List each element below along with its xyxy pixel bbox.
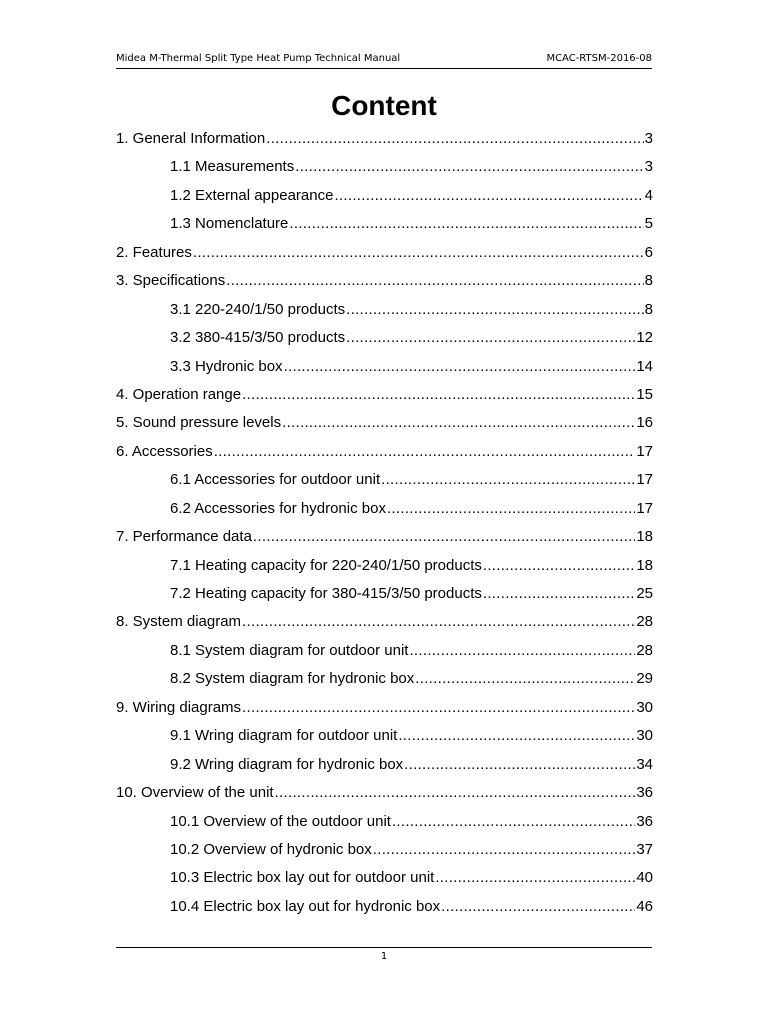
toc-entry-label: 1.3 Nomenclature (170, 215, 289, 233)
toc-entry-page-number: 3 (644, 130, 653, 147)
toc-dot-leader (284, 356, 636, 378)
toc-entry-page-number: 18 (636, 556, 653, 574)
toc-dot-leader (398, 725, 635, 747)
toc-entry-page-number: 28 (636, 613, 653, 631)
toc-entry[interactable] (116, 299, 653, 327)
toc-dot-leader (483, 555, 635, 577)
toc-entry-label: 8.1 System diagram for outdoor unit (170, 641, 409, 659)
toc-entry-label: 10.2 Overview of hydronic box (170, 840, 372, 858)
toc-entry-page-number: 34 (636, 755, 653, 773)
toc-entry[interactable] (116, 697, 653, 725)
toc-entry[interactable] (116, 811, 653, 839)
page-title: Content (331, 90, 437, 121)
toc-entry-label: 5. Sound pressure levels (116, 414, 282, 432)
toc-entry[interactable] (116, 782, 653, 810)
toc-entry-page-number: 4 (644, 186, 653, 204)
toc-dot-leader (242, 611, 635, 633)
toc-dot-leader (409, 640, 635, 662)
toc-entry-label: 6. Accessories (116, 442, 213, 460)
table-of-contents (116, 128, 653, 924)
toc-entry-label: 2. Features (116, 243, 192, 261)
toc-entry-label: 1. General Information (116, 130, 266, 147)
toc-entry-page-number: 16 (636, 414, 653, 432)
toc-entry-page-number: 36 (636, 812, 653, 830)
toc-dot-leader (373, 839, 636, 861)
toc-entry-label: 8.2 System diagram for hydronic box (170, 670, 415, 688)
toc-entry-page-number: 18 (636, 528, 653, 546)
toc-dot-leader (346, 327, 635, 349)
toc-entry[interactable] (116, 327, 653, 355)
toc-entry-label: 7.2 Heating capacity for 380-415/3/50 products (170, 585, 482, 602)
toc-entry[interactable] (116, 583, 653, 611)
toc-entry[interactable] (116, 156, 653, 184)
toc-entry-page-number: 36 (636, 784, 653, 802)
toc-entry[interactable] (116, 242, 653, 270)
toc-entry[interactable] (116, 611, 653, 639)
toc-dot-leader (266, 128, 643, 150)
toc-entry[interactable] (116, 412, 653, 440)
toc-entry-label: 10.4 Electric box lay out for hydronic box (170, 897, 441, 915)
toc-entry-page-number: 12 (636, 329, 653, 347)
toc-dot-leader (435, 867, 635, 889)
toc-entry-page-number: 6 (644, 243, 653, 261)
toc-dot-leader (289, 213, 643, 235)
toc-entry-label: 10.1 Overview of the outdoor unit (170, 812, 391, 830)
toc-dot-leader (242, 697, 635, 719)
toc-entry[interactable] (116, 213, 653, 241)
toc-entry-label: 3.2 380-415/3/50 products (170, 329, 346, 347)
toc-dot-leader (483, 583, 635, 605)
toc-entry-page-number: 8 (644, 300, 653, 318)
header-divider (116, 68, 652, 69)
toc-dot-leader (387, 498, 635, 520)
toc-entry-page-number: 37 (636, 840, 653, 858)
toc-entry[interactable] (116, 754, 653, 782)
toc-entry-label: 3.1 220-240/1/50 products (170, 300, 346, 318)
toc-entry[interactable] (116, 896, 653, 924)
toc-entry-page-number: 3 (644, 158, 653, 176)
toc-entry-page-number: 8 (644, 272, 653, 290)
toc-entry-page-number: 17 (636, 499, 653, 517)
toc-dot-leader (381, 469, 635, 491)
toc-entry[interactable] (116, 526, 653, 554)
toc-dot-leader (226, 270, 643, 292)
toc-entry-page-number: 17 (636, 471, 653, 489)
toc-entry-label: 9.1 Wring diagram for outdoor unit (170, 727, 398, 745)
toc-dot-leader (295, 156, 643, 178)
toc-entry[interactable] (116, 498, 653, 526)
toc-dot-leader (346, 299, 644, 321)
toc-entry[interactable] (116, 867, 653, 895)
toc-entry[interactable] (116, 640, 653, 668)
toc-dot-leader (193, 242, 644, 264)
toc-entry[interactable] (116, 185, 653, 213)
page-header (116, 52, 652, 66)
toc-entry[interactable] (116, 128, 653, 156)
footer-page-number: 1 (380, 951, 388, 962)
toc-dot-leader (415, 668, 635, 690)
toc-entry-label: 3. Specifications (116, 272, 226, 290)
toc-entry-page-number: 30 (636, 727, 653, 745)
toc-dot-leader (214, 441, 636, 463)
toc-entry-label: 8. System diagram (116, 613, 242, 631)
toc-entry-label: 6.2 Accessories for hydronic box (170, 499, 386, 517)
toc-entry-label: 10.3 Electric box lay out for outdoor unit (170, 869, 435, 887)
toc-entry[interactable] (116, 384, 653, 412)
toc-dot-leader (275, 782, 636, 804)
toc-entry[interactable] (116, 555, 653, 583)
toc-entry-page-number: 29 (636, 670, 653, 688)
toc-entry-label: 10. Overview of the unit (116, 784, 274, 802)
toc-entry-page-number: 30 (636, 698, 653, 716)
toc-entry[interactable] (116, 839, 653, 867)
toc-dot-leader (242, 384, 635, 406)
toc-dot-leader (282, 412, 635, 434)
toc-entry[interactable] (116, 469, 653, 497)
toc-dot-leader (334, 185, 643, 207)
footer-divider (116, 947, 652, 948)
toc-dot-leader (404, 754, 635, 776)
toc-dot-leader (392, 811, 635, 833)
toc-entry[interactable] (116, 356, 653, 384)
toc-entry-label: 7. Performance data (116, 528, 252, 546)
toc-entry-label: 1.1 Measurements (170, 158, 295, 176)
toc-entry[interactable] (116, 441, 653, 469)
toc-entry-page-number: 14 (636, 357, 653, 375)
toc-dot-leader (441, 896, 635, 918)
toc-entry[interactable] (116, 725, 653, 753)
toc-entry-label: 4. Operation range (116, 385, 242, 403)
toc-dot-leader (253, 526, 635, 548)
toc-entry-label: 3.3 Hydronic box (170, 357, 283, 375)
toc-entry-label: 9. Wiring diagrams (116, 698, 242, 716)
toc-entry-page-number: 46 (636, 897, 653, 915)
header-manual-title: Midea M-Thermal Split Type Heat Pump Technical Manual (116, 53, 401, 64)
toc-entry-page-number: 17 (636, 442, 653, 460)
toc-entry-label: 6.1 Accessories for outdoor unit (170, 471, 381, 489)
toc-entry[interactable] (116, 270, 653, 298)
toc-entry-page-number: 25 (636, 585, 653, 602)
toc-entry-label: 9.2 Wring diagram for hydronic box (170, 755, 404, 773)
toc-entry-page-number: 28 (636, 641, 653, 659)
toc-entry-label: 7.1 Heating capacity for 220-240/1/50 products (170, 556, 482, 574)
header-document-code: MCAC-RTSM-2016-08 (546, 53, 652, 64)
toc-entry-page-number: 15 (636, 385, 653, 403)
toc-entry-label: 1.2 External appearance (170, 186, 334, 204)
toc-entry-page-number: 5 (644, 215, 653, 233)
toc-entry-page-number: 40 (636, 869, 653, 887)
toc-entry[interactable] (116, 668, 653, 696)
